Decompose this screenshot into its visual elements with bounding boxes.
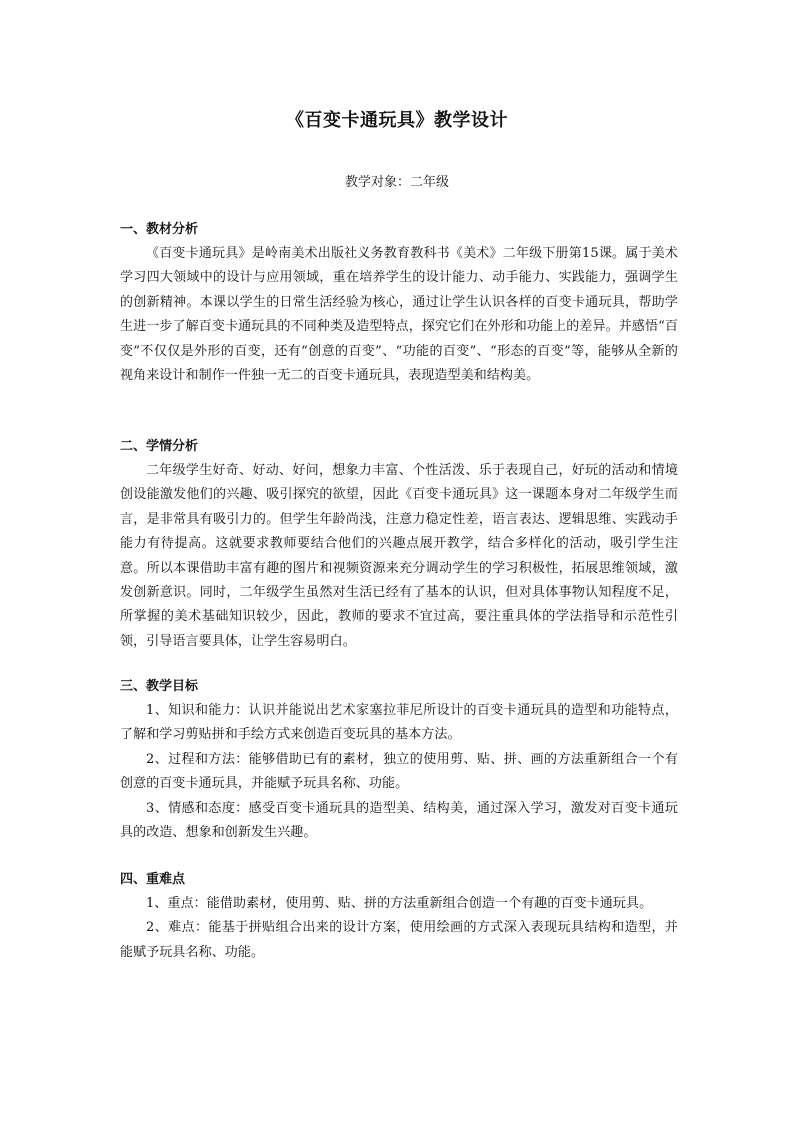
key-point: 1、重点：能借助素材，使用剪、贴、拼的方法重新组合创造一个有趣的百变卡通玩具。 — [146, 896, 653, 911]
section-heading: 一、教材分析 — [120, 222, 199, 237]
section-paragraph: 《百变卡通玩具》是岭南美术出版社义务教育教科书《美术》二年级下册第15课。属于美术学习四大领域中的设计与应用领域，重在培养学生的设计能力、动手能力、实践能力，强调学生的创新精神。本课以学生的日常生活经验为核心，通过让学生认识各样的百变卡通玩具，帮助学生进一步了解百变卡通玩具的不同种类及造型特点，探究它们在外形和功能上的差异。并感悟“百变”不仅仅是外形的百变，还有“创意的百变”、“功能的百变”、“形态的百变”等，能够从全新的视角来设计和制作一件独一无二的百变卡通玩具，表现造型美和结构美。 — [120, 246, 678, 384]
section-heading: 二、学情分析 — [120, 439, 199, 454]
section-heading: 四、重难点 — [120, 872, 186, 887]
section-student-analysis — [120, 437, 678, 654]
goal-knowledge: 1、知识和能力：认识并能说出艺术家塞拉菲尼所设计的百变卡通玩具的造型和功能特点，了解和学习剪贴拼和手绘方式来创造百变玩具的基本方法。 — [120, 703, 678, 743]
section-teaching-goals — [120, 677, 678, 845]
goal-process: 2、过程和方法：能够借助已有的素材，独立的使用剪、贴、拼、画的方法重新组合一个有创意的百变卡通玩具，并能赋予玩具名称、功能。 — [120, 751, 678, 792]
goal-emotion: 3、情感和态度：感受百变卡通玩具的造型美、结构美，通过深入学习，激发对百变卡通玩具的改造、想象和创新发生兴趣。 — [120, 800, 678, 841]
difficult-point: 2、难点：能基于拼贴组合出来的设计方案，使用绘画的方式深入表现玩具结构和造型，并能赋予玩具名称、功能。 — [120, 920, 678, 960]
section-key-points — [120, 870, 678, 965]
section-textbook-analysis — [120, 220, 678, 388]
document-title: 《百变卡通玩具》教学设计 — [286, 110, 508, 131]
section-heading: 三、教学目标 — [120, 679, 199, 694]
section-paragraph: 二年级学生好奇、好动、好问，想象力丰富、个性活泼、乐于表现自己，好玩的活动和情境创设能激发他们的兴趣、吸引探究的欲望，因此《百变卡通玩具》这一课题本身对二年级学生而言，是非常具有吸引力的。但学生年龄尚浅，注意力稳定性差，语言表达、逻辑思维、实践动手能力有待提高。这就要求教师要结合他们的兴趣点展开教学，结合多样化的活动，吸引学生注意。所以本课借助丰富有趣的图片和视频资源来充分调动学生的学习积极性，拓展思维领域，激发创新意识。同时，二年级学生虽然对生活已经有了基本的认识，但对具体事物认知程度不足，所掌握的美术基础知识较少，因此，教师的要求不宜过高，要注重具体的学法指导和示范性引领，引导语言要具体，让学生容易明白。 — [120, 463, 678, 649]
teaching-target: 教学对象：二年级 — [344, 175, 449, 190]
